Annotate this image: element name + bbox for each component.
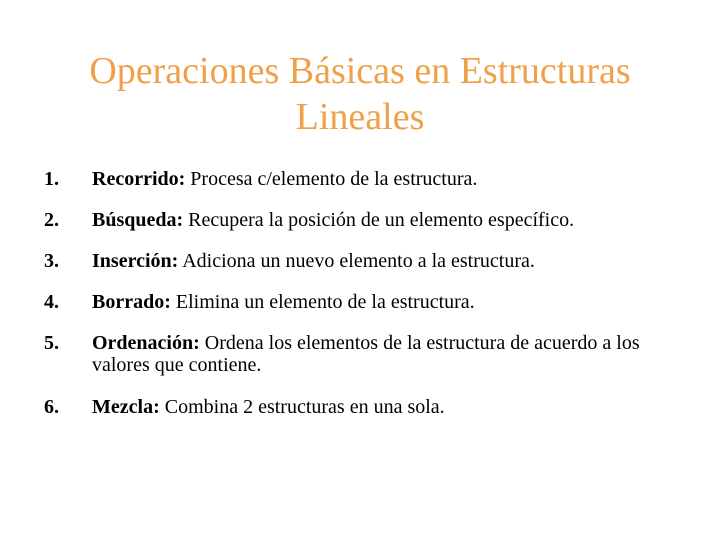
- list-item-busqueda: [44, 209, 694, 231]
- item-description: Recupera la posición de un elemento específico.: [183, 209, 575, 231]
- item-description: Combina 2 estructuras en una sola.: [159, 396, 445, 418]
- item-term: Borrado:: [92, 291, 171, 313]
- list-item-mezcla: [44, 396, 694, 418]
- item-text: [92, 168, 694, 190]
- item-term: Ordenación:: [92, 332, 200, 354]
- item-description: Adiciona un nuevo elemento a la estructura.: [178, 250, 535, 272]
- item-description: Procesa c/elemento de la estructura.: [185, 168, 478, 190]
- item-text: [92, 396, 694, 418]
- item-term: Recorrido:: [92, 168, 186, 190]
- item-text: [92, 250, 694, 272]
- list-item-insercion: [44, 250, 694, 272]
- item-term: Mezcla:: [92, 396, 160, 418]
- list-item-ordenacion: [44, 332, 694, 376]
- item-description: Ordena los elementos de la estructura de acuerdo a los valores que contiene.: [92, 332, 640, 376]
- item-number: 2.: [44, 209, 59, 231]
- list-item-borrado: [44, 291, 694, 313]
- item-term: Inserción:: [92, 250, 179, 272]
- item-number: 5.: [44, 332, 59, 354]
- item-term: Búsqueda:: [92, 209, 184, 231]
- item-number: 1.: [44, 168, 59, 190]
- item-description: Elimina un elemento de la estructura.: [170, 291, 475, 313]
- operations-list: [44, 168, 694, 437]
- item-text: [92, 209, 694, 231]
- item-text: [92, 332, 694, 376]
- list-item-recorrido: [44, 168, 694, 190]
- slide-title: Operaciones Básicas en Estructuras Lineales: [89, 50, 631, 138]
- item-number: 6.: [44, 396, 59, 418]
- item-number: 4.: [44, 291, 59, 313]
- item-number: 3.: [44, 250, 59, 272]
- item-text: [92, 291, 694, 313]
